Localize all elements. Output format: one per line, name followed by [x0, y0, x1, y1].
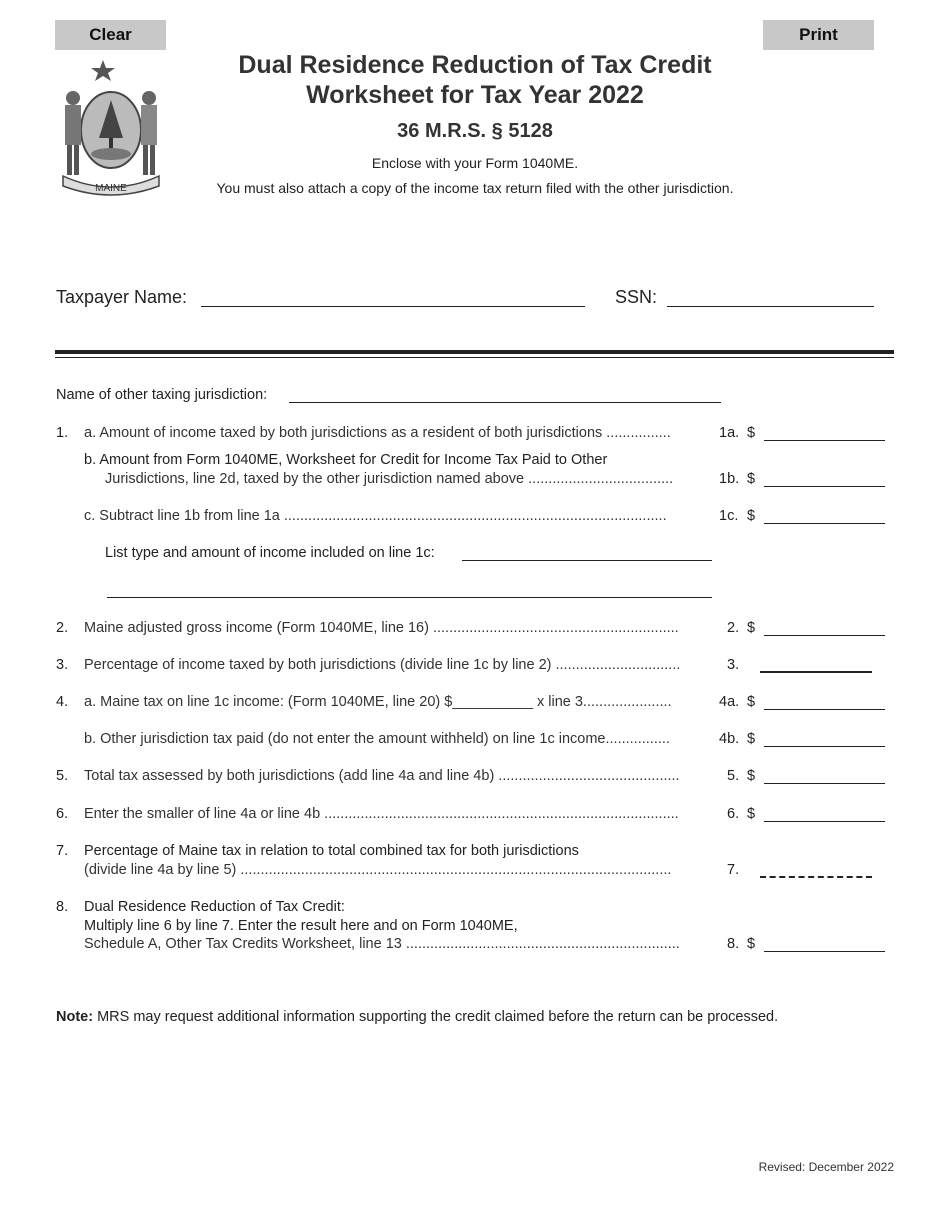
form-title: Dual Residence Reduction of Tax Credit Worksheet for Tax Year 2022 — [238, 51, 712, 109]
line-3: 3. Percentage of income taxed by both jurisdictions (divide line 1c by line 2) ............................... 3. — [56, 657, 740, 673]
line-1c-list-label: List type and amount of income included on line 1c: — [105, 545, 435, 561]
line-1b-field[interactable] — [764, 470, 885, 487]
line-4b-field[interactable] — [764, 730, 885, 747]
clear-button[interactable]: Clear — [55, 20, 166, 50]
line-1c-field[interactable] — [764, 507, 885, 524]
line-1b: b. Amount from Form 1040ME, Worksheet for Credit for Income Tax Paid to Other Jurisdictions, line 2d, taxed by the other jurisdiction named above .................................... 1b. $ — [84, 452, 756, 487]
jurisdiction-label: Name of other taxing jurisdiction: — [56, 387, 268, 403]
line-6-field[interactable] — [764, 805, 885, 822]
line-8: 8. Dual Residence Reduction of Tax Credit: Multiply line 6 by line 7. Enter the result here and on Form 1040ME, Schedule A, Other Tax Credits Worksheet, line 13 .................................................................... 8. $ — [56, 899, 756, 952]
line-1a: 1. a. Amount of income taxed by both jurisdictions as a resident of both jurisdictions ................ 1a. $ — [56, 425, 756, 441]
line-4a-field[interactable] — [764, 693, 885, 710]
revised-date: Revised: December 2022 — [758, 1160, 894, 1174]
line-1a-field[interactable] — [764, 424, 885, 441]
taxpayer-name-field[interactable] — [201, 306, 585, 307]
jurisdiction-field[interactable] — [289, 402, 721, 403]
line-5-field[interactable] — [764, 767, 885, 784]
note — [56, 1009, 778, 1025]
line-8-field[interactable] — [764, 935, 885, 952]
enclose-instruction: Enclose with your Form 1040ME. — [371, 155, 579, 171]
line-5: 5. Total tax assessed by both jurisdictions (add line 4a and line 4b) ............................................. 5. $ — [56, 768, 756, 784]
note-label: Note: — [56, 1009, 94, 1025]
attach-instruction: You must also attach a copy of the income tax return filed with the other jurisdiction. — [216, 180, 734, 196]
maine-state-seal — [55, 58, 167, 198]
line-1c: c. Subtract line 1b from line 1a ............................................................................................... 1c. $ — [84, 508, 756, 524]
line-6: 6. Enter the smaller of line 4a or line 4b ........................................................................................ 6. $ — [56, 806, 756, 822]
line-4a: 4. a. Maine tax on line 1c income: (Form 1040ME, line 20) $__________ x line 3...................... 4a. $ — [56, 694, 756, 710]
statute-reference: 36 M.R.S. § 5128 — [397, 120, 553, 142]
line-1c-list-field[interactable] — [462, 560, 712, 561]
svg-text:MAINE: MAINE — [95, 183, 127, 194]
line-4b: b. Other jurisdiction tax paid (do not enter the amount withheld) on line 1c income................ 4b. $ — [84, 731, 756, 747]
line-7-field[interactable] — [760, 860, 872, 878]
taxpayer-name-label: Taxpayer Name: — [56, 287, 188, 307]
section-divider — [55, 350, 894, 354]
line-1c-list-field-2[interactable] — [107, 597, 712, 598]
note-text: MRS may request additional information supporting the credit claimed before the return can be processed. — [93, 1009, 779, 1025]
line-3-field[interactable] — [760, 655, 872, 673]
ssn-field[interactable] — [667, 306, 874, 307]
section-divider-thin — [55, 357, 894, 358]
ssn-label: SSN: — [615, 287, 658, 307]
line-2-field[interactable] — [764, 619, 885, 636]
line-2: 2. Maine adjusted gross income (Form 1040ME, line 16) ............................................................. 2. $ — [56, 620, 756, 636]
line-7: 7. Percentage of Maine tax in relation to total combined tax for both jurisdictions (divide line 4a by line 5) ........................................................................................................... 7. — [56, 843, 740, 878]
print-button[interactable]: Print — [763, 20, 874, 50]
